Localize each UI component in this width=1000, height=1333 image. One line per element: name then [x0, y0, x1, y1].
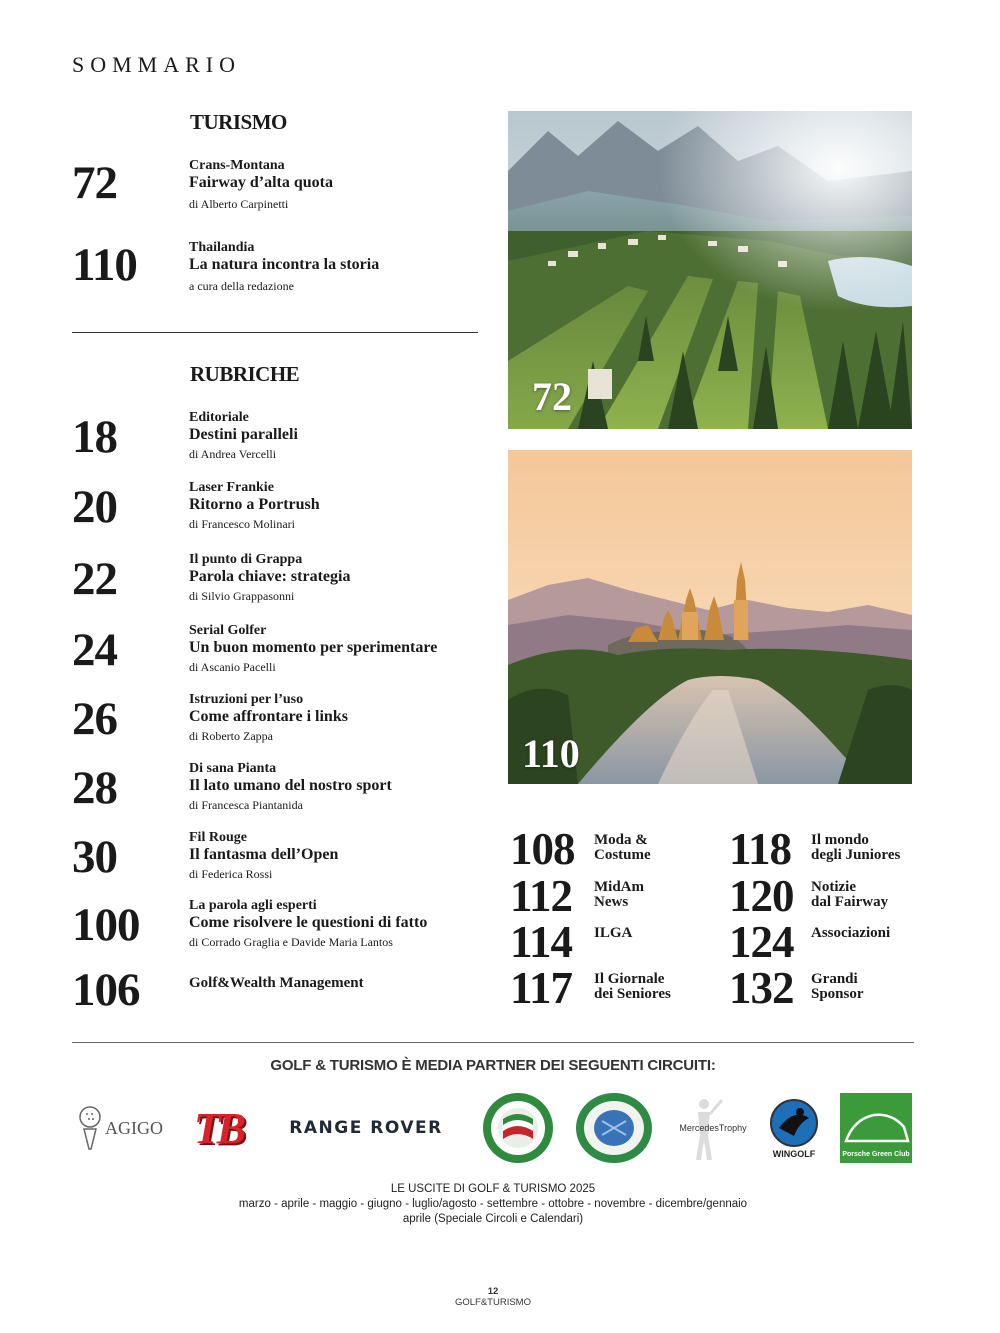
section-divider — [72, 332, 478, 333]
mini-page-number: 120 — [729, 871, 794, 921]
golf-ball-tee-icon — [77, 1105, 103, 1151]
toc-page-number: 72 — [72, 157, 117, 209]
mini-label: Il Giornale dei Seniores — [594, 971, 671, 1002]
wingolf-logo[interactable] — [762, 1092, 826, 1164]
mini-label: Il mondo degli Juniores — [811, 832, 901, 863]
mini-label: MidAm News — [594, 879, 644, 910]
car-silhouette-icon — [840, 1101, 912, 1151]
toc-page-number: 30 — [72, 831, 117, 883]
mini-label: Associazioni — [811, 925, 891, 941]
toc-page-number: 28 — [72, 762, 117, 814]
toc-rubric: Laser Frankie — [189, 480, 274, 495]
mini-label: ILGA — [594, 925, 633, 941]
section-heading-turismo: TURISMO — [190, 110, 287, 134]
toc-headline: Come risolvere le questioni di fatto — [189, 914, 428, 931]
toc-entry-26[interactable] — [72, 691, 492, 751]
photo-page-number: 110 — [522, 731, 580, 776]
mini-entry-120[interactable] — [729, 871, 929, 921]
toc-headline: La natura incontra la storia — [189, 256, 380, 273]
mini-entry-117[interactable] — [510, 963, 720, 1013]
toc-page-number: 24 — [72, 624, 117, 676]
page-title: SOMMARIO — [72, 52, 242, 77]
mini-page-number: 132 — [729, 963, 794, 1013]
agigo-logo[interactable] — [70, 1092, 170, 1164]
mini-label: Notizie dal Fairway — [811, 879, 889, 910]
mini-page-number: 108 — [510, 824, 575, 874]
toc-rubric: Editoriale — [189, 410, 249, 425]
toc-entry-18[interactable] — [72, 409, 492, 469]
toc-page-number: 106 — [72, 964, 140, 1016]
toc-headline: Un buon momento per sperimentare — [189, 639, 438, 656]
circuit-badge-italy-icon — [481, 1091, 555, 1165]
magazine-name: GOLF&TURISMO — [454, 1297, 531, 1308]
toc-entry-72[interactable] — [72, 157, 492, 217]
issues-schedule — [0, 1182, 986, 1227]
agigo-logo-text: AGIGO — [105, 1117, 163, 1138]
page-footer — [0, 1286, 986, 1308]
toc-headline: Ritorno a Portrush — [189, 496, 320, 513]
toc-entry-30[interactable] — [72, 829, 492, 889]
mini-page-number: 124 — [729, 917, 794, 967]
toc-headline: Il fantasma dell’Open — [189, 846, 339, 863]
toc-rubric: Thailandia — [189, 240, 255, 255]
toc-author: di Ascanio Pacelli — [189, 660, 276, 674]
porsche-green-club-logo[interactable] — [840, 1092, 912, 1164]
toc-author: di Corrado Graglia e Davide Maria Lantos — [189, 935, 393, 949]
photo-page-number: 72 — [532, 374, 572, 419]
issues-title: LE USCITE DI GOLF & TURISMO 2025 — [390, 1183, 596, 1195]
footer-divider — [72, 1042, 914, 1043]
page-number: 12 — [487, 1286, 499, 1297]
issues-special: aprile (Speciale Circoli e Calendari) — [402, 1213, 584, 1225]
italy-golf-circuit-logo[interactable] — [478, 1092, 558, 1164]
range-rover-logo-text: RANGE ROVER — [289, 1118, 443, 1138]
toc-rubric: Golf&Wealth Management — [189, 975, 364, 991]
mini-entry-118[interactable] — [729, 824, 929, 874]
tb-logo[interactable] — [188, 1092, 248, 1164]
toc-page-number: 20 — [72, 481, 117, 533]
mini-entry-132[interactable] — [729, 963, 929, 1013]
toc-rubric: Istruzioni per l’uso — [189, 692, 304, 707]
mini-page-number: 114 — [510, 917, 573, 967]
toc-headline: Fairway d’alta quota — [189, 174, 333, 191]
toc-author: di Federica Rossi — [189, 867, 273, 881]
toc-page-number: 18 — [72, 411, 117, 463]
partners-title: GOLF & TURISMO È MEDIA PARTNER DEI SEGUENTI CIRCUITI: — [270, 1057, 716, 1074]
toc-entry-24[interactable] — [72, 622, 492, 682]
toc-headline: Parola chiave: strategia — [189, 568, 351, 585]
toc-page-number: 22 — [72, 553, 117, 605]
toc-rubric: La parola agli esperti — [189, 898, 317, 913]
porsche-green-club-logo-text: Porsche Green Club — [842, 1151, 910, 1158]
mercedes-trophy-logo-text: MercedesTrophy — [679, 1123, 747, 1133]
toc-rubric: Fil Rouge — [189, 830, 247, 845]
toc-headline: Destini paralleli — [189, 426, 298, 443]
toc-author: di Francesca Piantanida — [189, 798, 303, 812]
mini-entry-124[interactable] — [729, 917, 929, 967]
toc-author: di Francesco Molinari — [189, 517, 295, 531]
wingolf-logo-text: WINGOLF — [772, 1148, 816, 1159]
wingolf-emblem-icon — [769, 1098, 819, 1148]
toc-page-number: 26 — [72, 693, 117, 745]
toc-rubric: Crans-Montana — [189, 158, 285, 173]
mini-label: Moda & Costume — [594, 832, 651, 863]
section-heading-rubriche: RUBRICHE — [190, 362, 300, 386]
toc-entry-100[interactable] — [72, 897, 492, 957]
mini-entry-114[interactable] — [510, 917, 720, 967]
toc-entry-28[interactable] — [72, 760, 492, 820]
toc-page-number: 110 — [72, 239, 137, 291]
mini-entry-108[interactable] — [510, 824, 720, 874]
toc-rubric: Il punto di Grappa — [189, 552, 303, 567]
toc-page-number: 100 — [72, 899, 140, 951]
tb-logo-text: TB — [193, 1103, 243, 1153]
range-rover-logo[interactable] — [262, 1092, 470, 1164]
toc-author: di Roberto Zappa — [189, 729, 273, 743]
photo-crans-montana[interactable] — [508, 111, 912, 429]
photo-thailandia[interactable] — [508, 450, 912, 784]
mini-label: Grandi Sponsor — [811, 971, 864, 1002]
mini-entry-112[interactable] — [510, 871, 720, 921]
blue-golf-circuit-logo[interactable] — [570, 1092, 658, 1164]
mini-page-number: 117 — [510, 963, 573, 1013]
toc-entry-106[interactable] — [72, 964, 492, 1027]
circuit-badge-blue-icon — [574, 1091, 654, 1165]
toc-headline: Come affrontare i links — [189, 708, 348, 725]
toc-author: a cura della redazione — [189, 279, 294, 293]
issues-months: marzo - aprile - maggio - giugno - luglio/agosto - settembre - ottobre - novembre - dicembre/gennaio — [238, 1198, 748, 1210]
toc-rubric: Serial Golfer — [189, 623, 267, 638]
toc-entry-20[interactable] — [72, 479, 492, 539]
toc-author: di Alberto Carpinetti — [189, 197, 289, 211]
toc-author: di Silvio Grappasonni — [189, 589, 295, 603]
mini-page-number: 118 — [729, 824, 792, 874]
toc-entry-110[interactable] — [72, 239, 492, 299]
toc-author: di Andrea Vercelli — [189, 447, 277, 461]
toc-entry-22[interactable] — [72, 551, 492, 611]
mercedes-trophy-logo[interactable] — [668, 1092, 758, 1164]
toc-headline: Il lato umano del nostro sport — [189, 777, 392, 794]
porsche-green-badge — [840, 1093, 912, 1163]
toc-rubric: Di sana Pianta — [189, 761, 277, 776]
mini-page-number: 112 — [510, 871, 573, 921]
